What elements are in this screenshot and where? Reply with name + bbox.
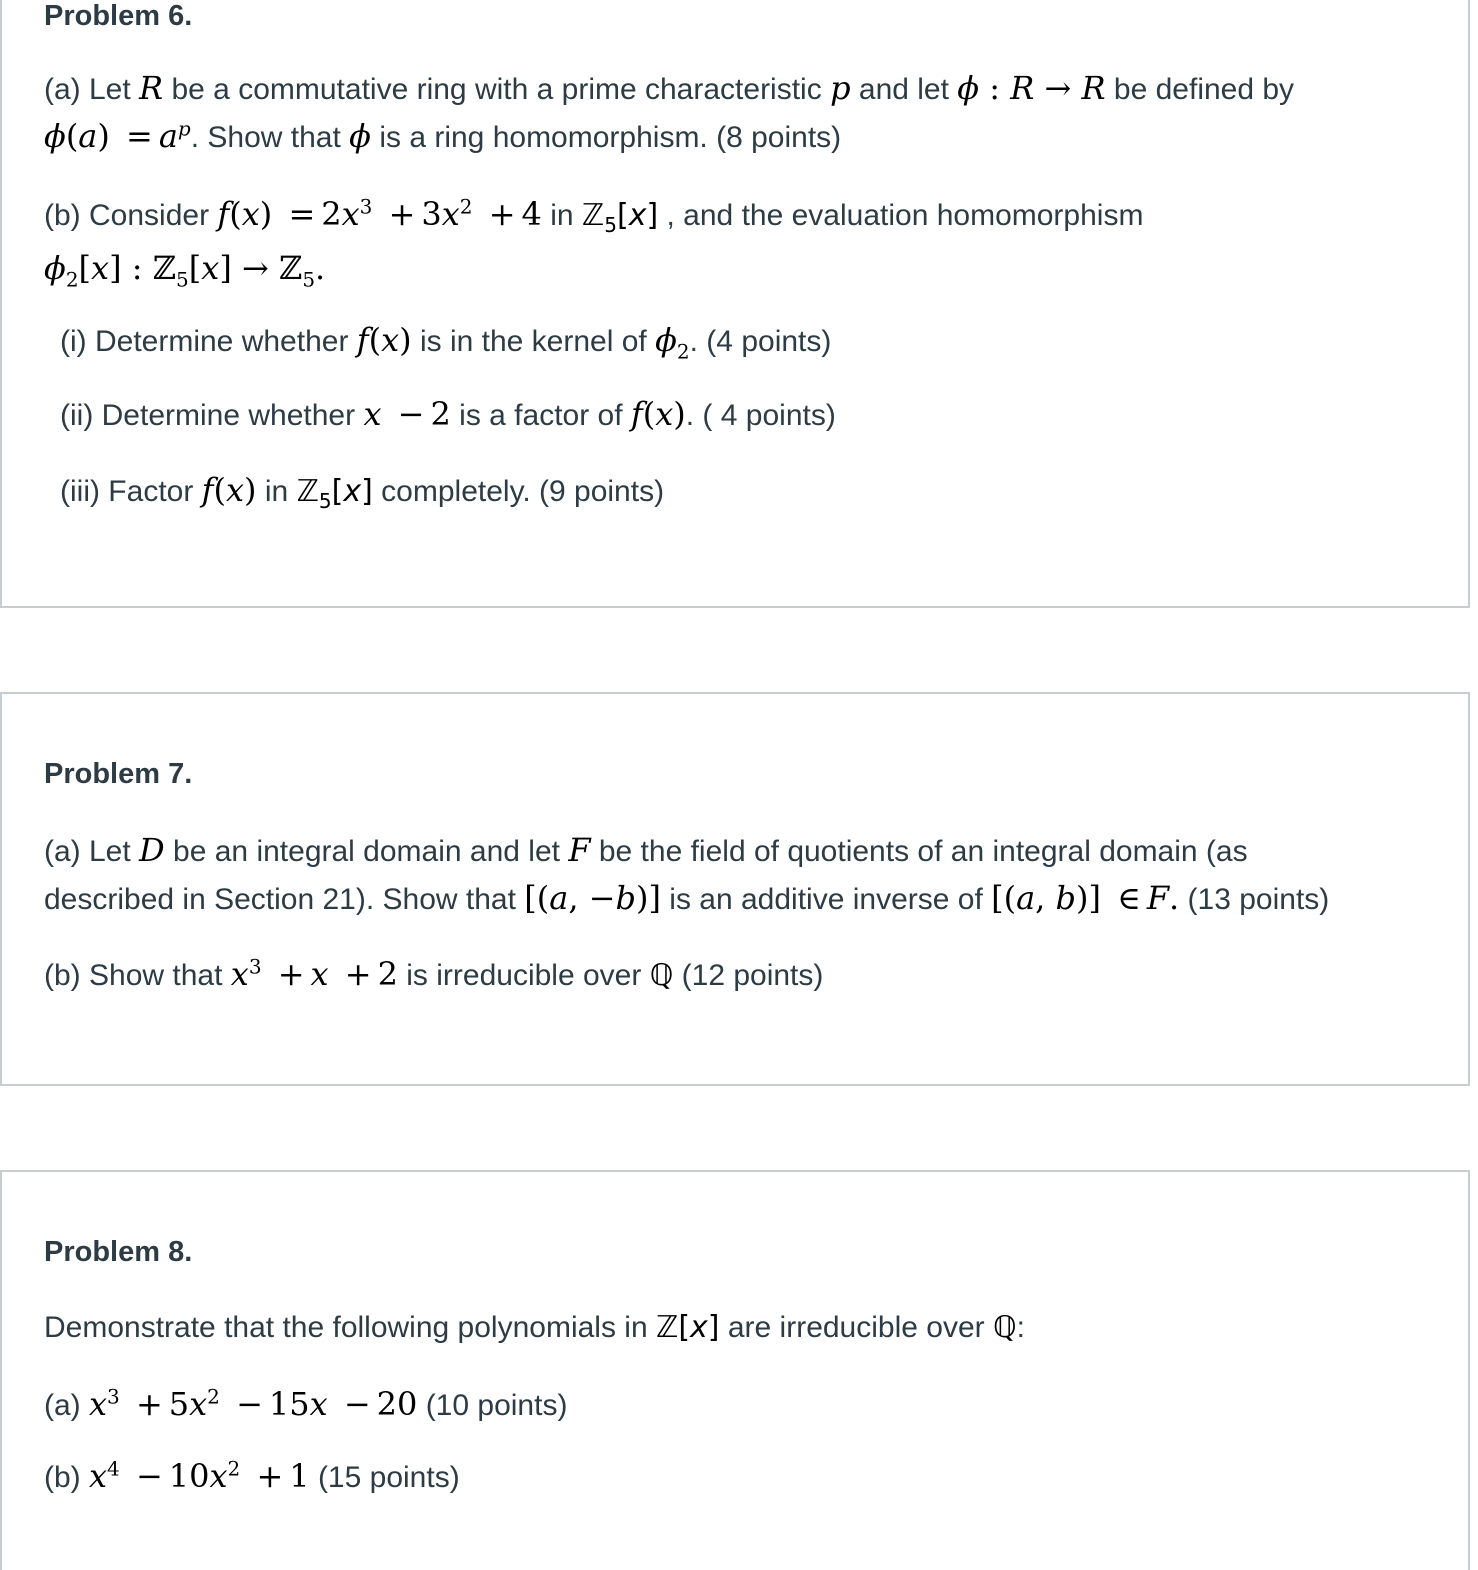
math-class-a-negb: [(a, −b)]: [524, 879, 661, 917]
math-f-def: $f(x) = 2x^3 + 3x^2 + 4$: [217, 194, 542, 233]
text: (b) Show that: [44, 959, 231, 992]
math-poly-8a: $x^3 + 5x^2 - 15x - 20$: [89, 1384, 418, 1423]
math-Z5x: ℤ$_5$[x]: [581, 198, 659, 237]
math-x-minus-2: x − 2: [363, 395, 451, 433]
problem-7-title: Problem 7.: [44, 758, 193, 790]
text: (10 points): [417, 1389, 568, 1422]
problem-6b-line-2: [44, 246, 325, 292]
problem-6-title: Problem 6.: [44, 0, 193, 32]
problem-7-card: [0, 692, 1470, 1086]
problem-8b: [44, 1454, 460, 1500]
text: (b) Consider: [44, 199, 218, 232]
math-fx: f(x): [630, 395, 686, 433]
text: is a ring homomorphism. (8 points): [370, 121, 842, 154]
text: and let: [850, 73, 958, 106]
problem-6b-i: [60, 318, 831, 364]
math-Zx: ℤ[x]: [655, 1310, 720, 1345]
text: is an additive inverse of: [660, 883, 992, 916]
text: . (4 points): [689, 325, 832, 358]
math-F: F: [568, 831, 591, 869]
text: be defined by: [1105, 73, 1295, 106]
math-D: D: [139, 831, 165, 869]
math-Q: ℚ: [992, 1310, 1017, 1345]
text: (15 points): [309, 1461, 460, 1494]
problem-8-title: Problem 8.: [44, 1236, 193, 1268]
problem-6-card: [0, 0, 1470, 608]
text: (a) Let: [44, 73, 140, 106]
math-p: p: [830, 69, 851, 107]
text: (i) Determine whether: [60, 325, 357, 358]
math-fx: f(x): [201, 471, 257, 509]
problem-6a-line-2: [44, 114, 841, 160]
text: in: [256, 475, 297, 508]
math-phi: ϕ: [349, 117, 371, 155]
text: be an integral domain and let: [164, 835, 569, 868]
math-Q: ℚ: [649, 958, 674, 993]
text: is in the kernel of: [411, 325, 656, 358]
math-R: R: [139, 69, 164, 107]
text: , and the evaluation homomorphism: [658, 199, 1144, 232]
math-class-a-b: [(a, b)] ∈ F.: [991, 879, 1180, 917]
text: Demonstrate that the following polynomials in: [44, 1311, 656, 1344]
problem-7b: [44, 952, 823, 998]
math-eval-hom: $\phi_2[x]$ : ℤ$_5$[x] → ℤ$_5$.: [44, 249, 326, 292]
problem-7a-line-2: [44, 876, 1329, 922]
text: (a) Let: [44, 835, 140, 868]
math-poly-7b: $x^3 + x + 2$: [230, 954, 398, 993]
text: . Show that: [190, 121, 350, 154]
text: in: [541, 199, 582, 232]
problem-7a-line-1: [44, 828, 1248, 874]
problem-6a-line-1: [44, 66, 1294, 112]
text: (a): [44, 1389, 89, 1422]
text: (13 points): [1179, 883, 1330, 916]
text: . ( 4 points): [685, 399, 836, 432]
problem-6b-iii: [60, 468, 664, 514]
text: completely. (9 points): [372, 475, 665, 508]
math-fx: f(x): [356, 321, 412, 359]
text: be a commutative ring with a prime characteristic: [163, 73, 831, 106]
math-phi2: $\phi_2$: [655, 321, 690, 364]
math-phi-map: ϕ : R → R: [957, 69, 1106, 107]
math-phi-def: $\phi(a) = a^p$: [44, 116, 191, 155]
text: (12 points): [673, 959, 824, 992]
text: be the field of quotients of an integral domain (as: [590, 835, 1248, 868]
problem-8a: [44, 1382, 567, 1428]
text: is irreducible over: [397, 959, 650, 992]
text: is a factor of: [450, 399, 631, 432]
text: (ii) Determine whether: [60, 399, 364, 432]
text: :: [1016, 1311, 1025, 1344]
text: (iii) Factor: [60, 475, 202, 508]
problem-8-card: [0, 1170, 1470, 1570]
math-poly-8b: $x^4 - 10x^2 + 1$: [89, 1456, 310, 1495]
text: described in Section 21). Show that: [44, 883, 525, 916]
text: (b): [44, 1461, 89, 1494]
math-Z5x: ℤ$_5$[x]: [296, 474, 373, 513]
problem-6b-line-1: [44, 192, 1143, 238]
text: are irreducible over: [719, 1311, 993, 1344]
problem-6b-ii: [60, 392, 836, 438]
problem-8-intro: [44, 1306, 1025, 1350]
